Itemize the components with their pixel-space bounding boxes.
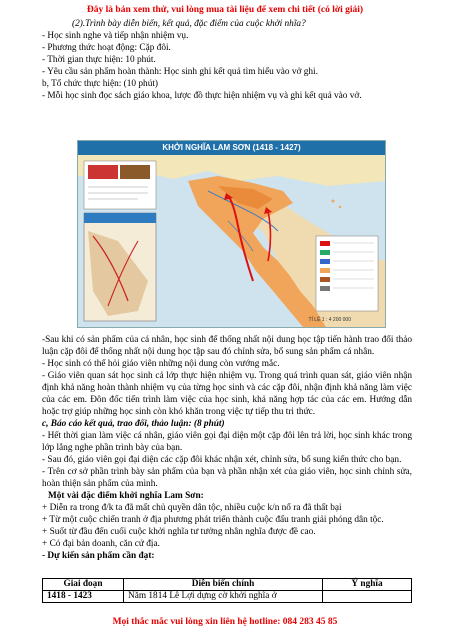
- expected-heading: - Dự kiến sản phẩm cần đạt:: [42, 551, 155, 561]
- preview-banner: Đây là bản xem thử, vui lòng mua tài liệu để xem chi tiết (có lời giải): [86, 5, 364, 15]
- section-heading: c, Báo cáo kết quả, trao đổi, thảo luận: (8 phút): [42, 419, 225, 429]
- paragraph: - Trên cơ sở phần trình bày sản phẩm của bạn và phần nhận xét của giáo viên, học sinh chỉnh sửa, hoàn thiện sản phẩm của mình.: [42, 467, 412, 489]
- feature-item: + Từ một cuộc chiến tranh ở địa phương phát triển thành cuộc đấu tranh giải phóng dân tộc.: [42, 515, 384, 525]
- features-heading: Một vài đặc điểm khởi nghĩa Lam Sơn:: [48, 491, 204, 501]
- paragraph: - Hết thời gian làm việc cá nhân, giáo viên gọi đại diện một cặp đôi lên trả lời, học sinh khác trong lớp lắng nghe phần trình bày của bạn.: [42, 431, 412, 453]
- table-cell: 1418 - 1423: [43, 591, 124, 603]
- paragraph: - Giáo viên quan sát học sinh cả lớp thực hiện nhiệm vụ. Trong quá trình quan sát, giáo viên nhận định khả năng hoàn thành nhiệm vụ của từng học sinh và các cặp đôi, nhận định khả năng làm việc của các em. Đôn đốc tiến trình làm việc của học sinh, khả năng hợp tác của các em. Hướng dẫn hoặc trợ giúp những học sinh còn khó khăn trong việc tự tiếp thu tri thức.: [42, 371, 412, 417]
- text-line: - Thời gian thực hiện: 10 phút.: [42, 55, 156, 65]
- text-line: - Yêu cầu sản phẩm hoàn thành: Học sinh ghi kết quả tìm hiểu vào vở ghi.: [42, 67, 318, 77]
- text-line: - Phương thức hoạt động: Cặp đôi.: [42, 43, 171, 53]
- hotline-footer: Mọi thắc mắc vui lòng xin liên hệ hotline: 084 283 45 85: [112, 617, 338, 627]
- table-row: [43, 591, 412, 603]
- discussion-block: [42, 334, 412, 562]
- text-line: - Học sinh nghe và tiếp nhận nhiệm vụ.: [42, 31, 189, 41]
- map-drawing: [78, 141, 385, 327]
- feature-item: + Diễn ra trong đ/k ta đã mất chủ quyền dân tộc, nhiều cuộc k/n nổ ra đã thất bại: [42, 503, 342, 513]
- map-scale: TỈ LỆ 1 : 4 200 000: [308, 317, 351, 323]
- paragraph: -Sau khi có sản phẩm của cá nhân, học sinh để thống nhất nội dung học tập tiến hành trao đổi thảo luận cặp đôi để thống nhất nội dung học tập sau đó chỉnh sửa, bổ sung sản phẩm cá nhân.: [42, 335, 412, 357]
- task-block: [42, 18, 412, 102]
- paragraph: - Sau đó, giáo viên gọi đại diện các cặp đôi khác nhận xét, chỉnh sửa, bổ sung kiến thức cho bạn.: [42, 455, 402, 465]
- table-header: Giai đoạn: [43, 579, 124, 591]
- table-header-row: [43, 579, 412, 591]
- map-title: KHỞI NGHĨA LAM SƠN (1418 - 1427): [78, 141, 385, 155]
- feature-item: + Có đại bản doanh, căn cứ địa.: [42, 539, 160, 549]
- feature-item: + Suốt từ đầu đến cuối cuộc khởi nghĩa tư tưởng nhân nghĩa được đề cao.: [42, 527, 316, 537]
- table-header: Ý nghĩa: [323, 579, 412, 591]
- text-line: b, Tổ chức thực hiện: (10 phút): [42, 79, 159, 89]
- table-cell: [323, 591, 412, 603]
- text-line: - Mỗi học sinh đọc sách giáo khoa, lược đồ thực hiện nhiệm vụ và ghi kết quả vào vở.: [42, 91, 362, 101]
- results-table: [42, 578, 412, 603]
- table-cell: Năm 1814 Lê Lợi dựng cờ khởi nghĩa ở: [124, 591, 323, 603]
- lam-son-map: [77, 140, 386, 328]
- question-line: (2).Trình bày diễn biến, kết quả, đặc điểm của cuộc khởi nhĩa?: [72, 19, 306, 29]
- paragraph: - Học sinh có thể hỏi giáo viên những nội dung còn vướng mắc.: [42, 359, 280, 369]
- table-header: Diễn biến chính: [124, 579, 323, 591]
